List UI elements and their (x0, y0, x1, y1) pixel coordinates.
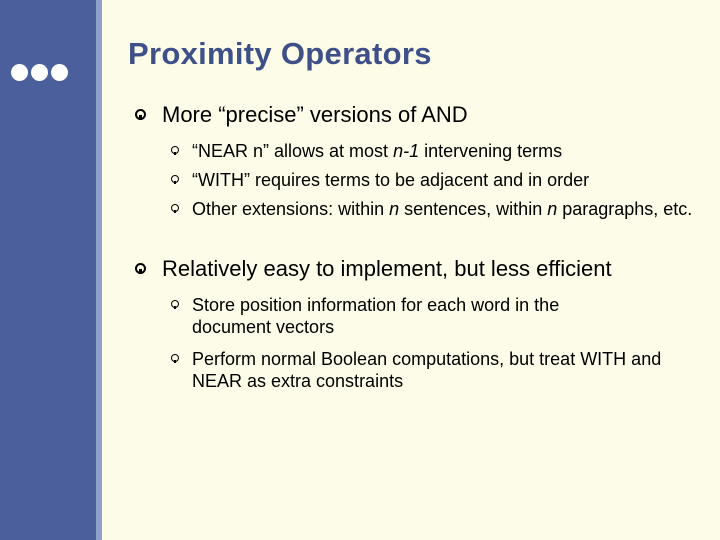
sub-bullet-point: Other extensions: within n sentences, within n paragraphs, etc. (192, 199, 693, 219)
small-ring-bullet-icon (171, 354, 179, 362)
small-ring-bullet-icon (171, 204, 179, 212)
dot-icon (11, 64, 28, 81)
sub-bullet-point: Store position information for each word in the document vectors (192, 295, 560, 337)
sidebar-edge-stripe (96, 0, 102, 540)
dot-icon (51, 64, 68, 81)
dot-icon (31, 64, 48, 81)
sub-bullet-point: “NEAR n” allows at most n-1 intervening terms (192, 141, 563, 161)
bullet-point: Relatively easy to implement, but less efficient (162, 256, 612, 281)
ring-bullet-icon (135, 109, 146, 120)
decorative-dots (11, 64, 68, 81)
sub-bullet-point: Perform normal Boolean computations, but treat WITH and NEAR as extra constraints (192, 349, 662, 391)
ring-bullet-icon (135, 263, 146, 274)
slide-title: Proximity Operators (128, 36, 432, 71)
small-ring-bullet-icon (171, 300, 179, 308)
small-ring-bullet-icon (171, 175, 179, 183)
sidebar-panel (0, 0, 96, 540)
small-ring-bullet-icon (171, 146, 179, 154)
bullet-point: More “precise” versions of AND (162, 102, 468, 127)
sub-bullet-point: “WITH” requires terms to be adjacent and in order (192, 170, 590, 190)
